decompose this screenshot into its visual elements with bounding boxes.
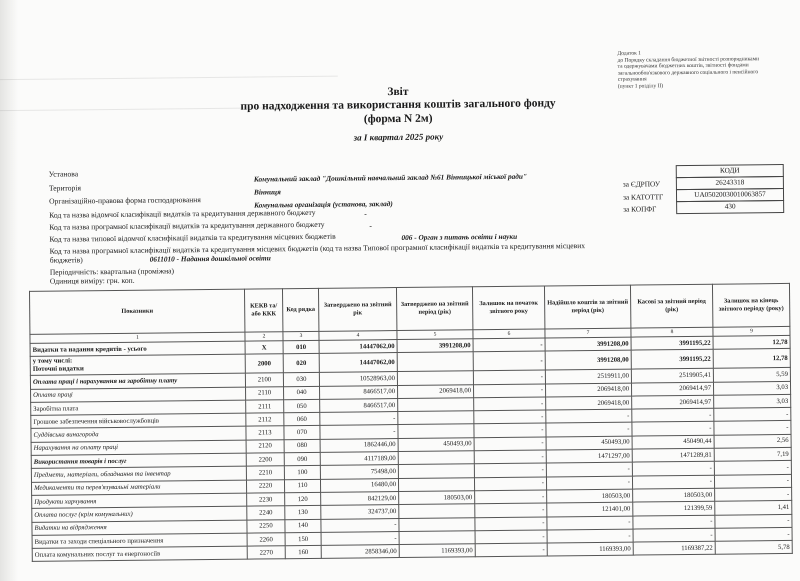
cell-value: 1169393,00 xyxy=(547,542,633,556)
row-label: Заробітна плата xyxy=(31,400,246,416)
cell-value: 2069418,00 xyxy=(397,384,473,398)
kopfg-code: 430 xyxy=(676,200,784,214)
report-title: Звіт xyxy=(387,85,409,99)
katottg-code: UA05020030010063857 xyxy=(676,188,784,202)
cell-value xyxy=(399,517,475,531)
local-dept-value: 006 - Орган з питань освіти і науки xyxy=(401,231,518,242)
cell-value: 2858346,00 xyxy=(321,545,399,559)
cell-value: - xyxy=(320,412,398,426)
cell-value: 450490,44 xyxy=(632,435,714,449)
row-label: Використання товарів і послуг xyxy=(31,453,246,469)
column-header: Залишок на кінець звітного періоду (року) xyxy=(712,283,789,327)
cell-value: - xyxy=(632,475,714,489)
cell-value: 8466517,00 xyxy=(320,385,398,399)
cell-value: - xyxy=(475,490,547,504)
cell-value: 3991208,00 xyxy=(397,339,473,353)
cell-value: - xyxy=(714,408,791,422)
cell-value: - xyxy=(473,351,545,371)
column-index: 9 xyxy=(713,326,790,336)
cell-value: 2,56 xyxy=(714,434,791,448)
org-value: Комунальний заклад "Дошкільний навчальний заклад №61 Вінницької міської ради" xyxy=(253,171,528,184)
column-index: 5 xyxy=(397,330,473,340)
report-table xyxy=(29,283,793,562)
cell-value: - xyxy=(474,397,546,411)
cell-value xyxy=(398,424,474,438)
cell-value: 120 xyxy=(285,492,321,506)
territory-value: Вінниця xyxy=(253,187,281,197)
cell-value: 180503,00 xyxy=(633,488,715,502)
cell-value: 1169387,22 xyxy=(633,541,715,555)
cell-value: 3,03 xyxy=(713,381,790,395)
column-index: 1 xyxy=(30,332,245,343)
column-index: 4 xyxy=(319,331,397,341)
territory-label: Територія xyxy=(48,183,81,193)
cell-value: 110 xyxy=(284,479,320,493)
prog-code-label: Код та назва програмної класифікації видатків та кредитування державного бюджету xyxy=(49,219,325,232)
cell-value: 4117189,00 xyxy=(320,452,398,466)
row-label: у тому числі: Поточні видатки xyxy=(30,354,245,375)
cell-value: 2260 xyxy=(247,533,285,547)
row-label: Продукти харчування xyxy=(32,493,247,509)
cell-value: 2220 xyxy=(246,479,284,493)
cell-value: 070 xyxy=(284,426,320,440)
codes-title: КОДИ xyxy=(676,164,784,178)
prog-code-value: - xyxy=(369,221,372,231)
cell-value: 121401,00 xyxy=(547,502,633,516)
row-label: Нарахування на оплату праці xyxy=(31,440,246,456)
cell-value: - xyxy=(473,338,545,352)
cell-value: 080 xyxy=(284,439,320,453)
cell-value: 121399,59 xyxy=(633,501,715,515)
codes-box xyxy=(676,165,784,214)
cell-value: 2240 xyxy=(247,506,285,520)
org-label: Установа xyxy=(48,169,79,179)
cell-value: 2250 xyxy=(247,519,285,533)
cell-value xyxy=(397,371,473,385)
cell-value: 2111 xyxy=(246,400,284,414)
column-header: Затверджено на звітний рік xyxy=(318,288,396,332)
cell-value: - xyxy=(474,437,546,451)
cell-value: 040 xyxy=(284,386,320,400)
cell-value: 2200 xyxy=(246,453,284,467)
cell-value: 5,78 xyxy=(715,541,792,555)
cell-value xyxy=(397,352,473,372)
cell-value: 2112 xyxy=(246,413,284,427)
cell-value: 3991208,00 xyxy=(545,350,631,370)
row-label: Оплата праці і нарахування на заробітну плату xyxy=(30,373,245,389)
cell-value: - xyxy=(475,517,547,531)
cell-value: - xyxy=(320,425,398,439)
cell-value: - xyxy=(547,529,633,543)
cell-value: 2519905,41 xyxy=(631,369,713,383)
cell-value: 450493,00 xyxy=(546,436,632,450)
local-dept-label: Код та назва типової відомчої класифікації видатків та кредитування місцевих бюджетів xyxy=(49,231,336,244)
cell-value: - xyxy=(473,370,545,384)
row-label: Медикаменти та перев'язувальні матеріали xyxy=(31,480,246,496)
cell-value: 450493,00 xyxy=(398,438,474,452)
cell-value: - xyxy=(546,462,632,476)
row-label: Суддівська винагорода xyxy=(31,427,246,443)
cell-value: 150 xyxy=(285,532,321,546)
report-form-number: (форма N 2м) xyxy=(363,112,433,126)
katottg-label: за КАТОТТГ xyxy=(622,192,664,202)
column-header: КЕКВ та/або ККК xyxy=(244,289,282,332)
legal-form-label: Організаційно-правова форма господарювання xyxy=(49,195,201,206)
column-index: 6 xyxy=(473,329,545,339)
unit-of-measure: Одиниця виміру: грн. коп. xyxy=(49,275,135,286)
cell-value: 3,03 xyxy=(714,394,791,408)
row-label: Видатки та надання кредитів - усього xyxy=(30,341,245,357)
cell-value: 180503,00 xyxy=(399,491,475,505)
cell-value: 130 xyxy=(285,506,321,520)
cell-value: - xyxy=(633,515,715,529)
cell-value: 090 xyxy=(284,452,320,466)
cell-value: 75498,00 xyxy=(320,465,398,479)
cell-value: 2210 xyxy=(246,466,284,480)
cell-value: 16480,00 xyxy=(320,478,398,492)
column-header: Затверджено на звітний період (рік) xyxy=(396,287,472,331)
cell-value: - xyxy=(715,487,792,501)
cell-value: 1862446,00 xyxy=(320,438,398,452)
cell-value: 2120 xyxy=(246,440,284,454)
cell-value: 14447062,00 xyxy=(319,353,397,373)
cell-value: - xyxy=(714,474,791,488)
cell-value: 2000 xyxy=(245,354,283,373)
cell-value: - xyxy=(474,423,546,437)
row-label: Оплата праці xyxy=(31,387,246,403)
column-header: Показники xyxy=(29,289,244,334)
cell-value: 842129,00 xyxy=(321,491,399,505)
cell-value: 100 xyxy=(284,466,320,480)
row-label: Оплата комунальних послуг та енергоносіїв xyxy=(32,546,247,562)
cell-value: 2069418,00 xyxy=(546,396,632,410)
cell-value: 8466517,00 xyxy=(320,398,398,412)
row-label: Грошове забезпечення військовослужбовців xyxy=(31,413,246,429)
cell-value: 10528963,00 xyxy=(319,372,397,386)
column-header: Залишок на початок звітного року xyxy=(472,286,544,330)
cell-value: 12,78 xyxy=(713,349,790,369)
cell-value: 060 xyxy=(284,413,320,427)
cell-value: 140 xyxy=(285,519,321,533)
cell-value: - xyxy=(475,543,547,557)
cell-value: 2100 xyxy=(245,373,283,387)
cell-value: - xyxy=(714,461,791,475)
edrpou-label: за ЄДРПОУ xyxy=(622,179,661,189)
cell-value: 12,78 xyxy=(713,335,790,349)
kopfg-label: за КОПФГ xyxy=(623,204,657,214)
cell-value: - xyxy=(321,531,399,545)
local-prog-label: Код та назва програмної класифікації видатків та кредитування місцевих бюджетів (код та назва Типової програмної класифікації видатків та кредитування місцевих бюджетів) xyxy=(49,241,586,265)
cell-value xyxy=(398,477,474,491)
cell-value: - xyxy=(714,421,791,435)
dept-code-label: Код та назва відомчої класифікації видатків та кредитування державного бюджету xyxy=(49,207,316,220)
legal-form-value: Комунальна організація (установа, заклад) xyxy=(254,199,393,210)
cell-value xyxy=(398,464,474,478)
cell-value: 1471289,81 xyxy=(632,448,714,462)
row-label: Предмети, матеріали, обладнання та інвентар xyxy=(31,466,246,482)
cell-value xyxy=(399,504,475,518)
cell-value: 1169393,00 xyxy=(399,544,475,558)
column-header: Код рядка xyxy=(282,288,318,331)
cell-value: 1471297,00 xyxy=(546,449,632,463)
cell-value: - xyxy=(474,477,546,491)
cell-value: 2110 xyxy=(246,386,284,400)
cell-value: - xyxy=(632,462,714,476)
cell-value: - xyxy=(546,476,632,490)
cell-value: 2069414,97 xyxy=(631,382,713,396)
cell-value: 2519911,00 xyxy=(545,369,631,383)
cell-value: - xyxy=(632,408,714,422)
edrpou-code: 26243318 xyxy=(676,176,784,190)
cell-value: - xyxy=(321,518,399,532)
cell-value: - xyxy=(474,450,546,464)
periodicity: Періодичність: квартальна (проміжна) xyxy=(49,266,175,277)
report-period: за I квартал 2025 року xyxy=(353,131,444,143)
cell-value: 2069414,97 xyxy=(632,395,714,409)
cell-value: 2270 xyxy=(247,546,285,560)
cell-value: 7,19 xyxy=(714,447,791,461)
cell-value: - xyxy=(546,423,632,437)
cell-value: 2230 xyxy=(247,493,285,507)
cell-value: 1,41 xyxy=(715,501,792,515)
cell-value: - xyxy=(546,409,632,423)
cell-value xyxy=(398,398,474,412)
cell-value: 3991195,22 xyxy=(631,350,713,370)
column-index: 8 xyxy=(631,327,713,337)
column-index: 3 xyxy=(283,331,319,340)
cell-value: - xyxy=(475,503,547,517)
cell-value xyxy=(398,451,474,465)
cell-value: - xyxy=(547,516,633,530)
cell-value: - xyxy=(632,422,714,436)
cell-value: 5,59 xyxy=(713,368,790,382)
cell-value: 030 xyxy=(283,373,319,387)
column-index: 2 xyxy=(245,332,283,341)
cell-value: 010 xyxy=(283,340,319,354)
cell-value: 2113 xyxy=(246,426,284,440)
dept-code-value: - xyxy=(364,209,367,219)
cell-value: 050 xyxy=(284,399,320,413)
cell-value: 3991195,22 xyxy=(631,336,713,350)
cell-value: - xyxy=(474,410,546,424)
cell-value: - xyxy=(474,463,546,477)
cell-value: - xyxy=(473,384,545,398)
column-index: 7 xyxy=(545,328,631,338)
cell-value: - xyxy=(715,514,792,528)
cell-value xyxy=(398,411,474,425)
cell-value: 324737,00 xyxy=(321,505,399,519)
cell-value: 020 xyxy=(283,354,319,373)
column-header: Надійшло коштів за звітний період (рік) xyxy=(544,285,630,329)
cell-value xyxy=(399,531,475,545)
cell-value: X xyxy=(245,341,283,355)
row-label: Видатки на відрядження xyxy=(32,520,247,536)
cell-value: - xyxy=(715,527,792,541)
cell-value: - xyxy=(475,530,547,544)
cell-value: 2069418,00 xyxy=(545,383,631,397)
cell-value: - xyxy=(633,528,715,542)
cell-value: 3991208,00 xyxy=(545,337,631,351)
annex-note: Додаток 1 до Порядку складання бюджетної звітності розпорядниками та одержувачами бюджетних коштів, звітності фондами загальнообов'язкового державного соціального і пенсійного страхування (пункт 1 розділу II) xyxy=(617,50,760,90)
cell-value: 14447062,00 xyxy=(319,340,397,354)
row-label: Видатки та заходи спеціального призначення xyxy=(32,533,247,549)
row-label: Оплата послуг (крім комунальних) xyxy=(32,506,247,522)
report-subtitle: про надходження та використання коштів загального фонду xyxy=(240,97,556,113)
column-header: Касові за звітний період (рік) xyxy=(630,284,712,328)
cell-value: 160 xyxy=(285,545,321,559)
cell-value: 180503,00 xyxy=(547,489,633,503)
local-prog-value: 0611010 - Надання дошкільної освіти xyxy=(149,253,271,264)
